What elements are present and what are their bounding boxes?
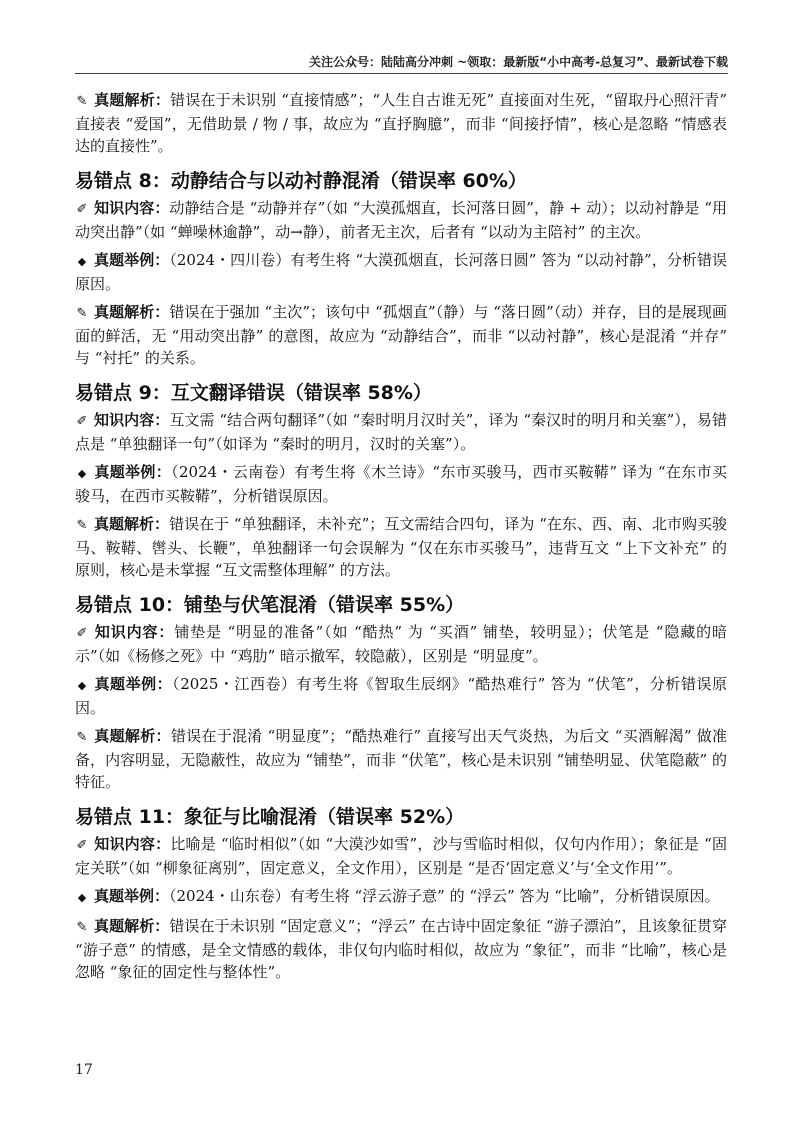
section-heading: 易错点 9：互文翻译错误（错误率 58%） — [75, 382, 432, 404]
analysis-text: 错误在于 “单独翻译，未补充”；互文需结合四句，译为 “在东、西、南、北市购买骏马、鞍鞯、辔头、长鞭”，单独翻译一句会误解为 “仅在东市买骏马”，违背互文 “上下文补充” 的原则，核心是未掌握 “互文需整体理解” 的方法。 — [75, 515, 727, 579]
analysis-paragraph — [75, 89, 727, 157]
section-heading: 易错点 11：象征与比喻混淆（错误率 52%） — [75, 806, 465, 828]
diamond-bullet-icon — [75, 463, 89, 485]
analysis-text: 错误在于未识别 “直接情感”；“人生自古谁无死” 直接面对生死，“留取丹心照汗青” 直接表 “爱国”，无借助景 / 物 / 事，故应为 “直抒胸臆”，而非 “间接抒情”，核心是忽略 “情感表达的直接性”。 — [75, 91, 727, 155]
example-text: （2024・四川卷）有考生将 “大漠孤烟直，长河落日圆” 答为 “以动衬静”，分析错误原因。 — [75, 251, 727, 293]
example-text: （2024・山东卷）有考生将 “浮云游子意” 的 “浮云” 答为 “比喻”，分析错误原因。 — [169, 887, 720, 905]
edit-pencil-icon — [75, 917, 89, 939]
analysis-label: 真题解析： — [94, 727, 171, 745]
knowledge-paragraph — [75, 621, 727, 667]
knowledge-text: 铺垫是 “明显的准备”（如 “酷热” 为 “买酒” 铺垫，较明显）；伏笔是 “隐藏的暗示”（如《杨修之死》中 “鸡肋” 暗示撤军，较隐蔽），区别是 “明显度”。 — [75, 623, 727, 665]
knowledge-paragraph — [75, 197, 727, 243]
analysis-label: 真题解析： — [94, 303, 170, 321]
example-text: （2025・江西卷）有考生将《智取生辰纲》“酷热难行” 答为 “伏笔”，分析错误原因。 — [75, 675, 727, 717]
example-paragraph — [75, 461, 727, 507]
analysis-text: 错误在于未识别 “固定意义”；“浮云” 在古诗中固定象征 “游子漂泊”，且该象征贯穿 “游子意” 的情感，是全文情感的载体，非仅句内临时相似，故应为 “象征”，而非 “比喻”，核心是忽略 “象征的固定性与整体性”。 — [75, 917, 727, 981]
knowledge-label: 知识内容： — [94, 623, 175, 641]
analysis-text: 错误在于强加 “主次”；该句中 “孤烟直”（静）与 “落日圆”（动）并存，目的是展现画面的鲜活，无 “用动突出静” 的意图，故应为 “动静结合”，而非 “以动衬静”，核心是混淆 “并存” 与 “衬托” 的关系。 — [75, 303, 727, 367]
section-heading: 易错点 8：动静结合与以动衬静混淆（错误率 60%） — [75, 170, 527, 192]
example-label: 真题举例： — [94, 675, 173, 693]
analysis-paragraph — [75, 513, 727, 581]
example-paragraph — [75, 673, 727, 719]
error-point-10 — [75, 591, 727, 793]
edit-pencil-icon — [75, 303, 89, 325]
example-label: 真题举例： — [94, 887, 170, 905]
example-label: 真题举例： — [94, 251, 170, 269]
page-header: 关注公众号：陆陆高分冲刺 ~领取：最新版“小中高考-总复习”、最新试卷下载 — [309, 55, 728, 69]
diamond-bullet-icon — [75, 251, 89, 273]
error-point-11 — [75, 803, 727, 983]
edit-pencil-icon — [75, 91, 89, 113]
analysis-paragraph — [75, 301, 727, 369]
analysis-label: 真题解析： — [94, 91, 171, 109]
error-point-9 — [75, 379, 727, 581]
example-text: （2024・云南卷）有考生将《木兰诗》“东市买骏马，西市买鞍鞯” 译为 “在东市买骏马，在西市买鞍鞯”，分析错误原因。 — [75, 463, 727, 505]
edit-pencil-icon — [75, 515, 89, 537]
knowledge-label: 知识内容： — [94, 411, 170, 429]
pencil-icon — [75, 411, 89, 433]
knowledge-label: 知识内容： — [94, 199, 170, 217]
diamond-bullet-icon — [75, 675, 89, 697]
analysis-paragraph — [75, 915, 727, 983]
analysis-label: 真题解析： — [94, 515, 170, 533]
knowledge-text: 动静结合是 “动静并存”（如 “大漠孤烟直，长河落日圆”，静 + 动）；以动衬静是 “用动突出静”（如 “蝉噪林逾静”，动→静），前者无主次，后者有 “以动为主陪衬” 的主次。 — [75, 199, 727, 241]
pencil-icon — [75, 623, 89, 645]
knowledge-text: 比喻是 “临时相似”（如 “大漠沙如雪”，沙与雪临时相似，仅句内作用）；象征是 “固定关联”（如 “柳象征离别”，固定意义，全文作用），区别是 “是否‘固定意义’与‘全文作用’”。 — [75, 835, 727, 877]
diamond-bullet-icon — [75, 887, 89, 909]
page-content — [75, 89, 727, 1057]
knowledge-label: 知识内容： — [94, 835, 171, 853]
knowledge-text: 互文需 “结合两句翻译”（如 “秦时明月汉时关”，译为 “秦汉时的明月和关塞”），易错点是 “单独翻译一句”（如译为 “秦时的明月，汉时的关塞”）。 — [75, 411, 727, 453]
page-number: 17 — [75, 1062, 93, 1078]
header-rule — [75, 73, 728, 74]
section-heading: 易错点 10：铺垫与伏笔混淆（错误率 55%） — [75, 594, 465, 616]
analysis-text: 错误在于混淆 “明显度”；“酷热难行” 直接写出天气炎热，为后文 “买酒解渴” 做准备，内容明显，无隐蔽性，故应为 “铺垫”，而非 “伏笔”，核心是未识别 “铺垫明显、伏笔隐蔽” 的特征。 — [75, 727, 727, 791]
error-point-8 — [75, 167, 727, 369]
example-label: 真题举例： — [94, 463, 172, 481]
analysis-paragraph — [75, 725, 727, 793]
knowledge-paragraph — [75, 833, 727, 879]
pencil-icon — [75, 199, 89, 221]
pencil-icon — [75, 835, 89, 857]
example-paragraph — [75, 249, 727, 295]
edit-pencil-icon — [75, 727, 89, 749]
analysis-label: 真题解析： — [94, 917, 170, 935]
example-paragraph — [75, 885, 727, 909]
knowledge-paragraph — [75, 409, 727, 455]
